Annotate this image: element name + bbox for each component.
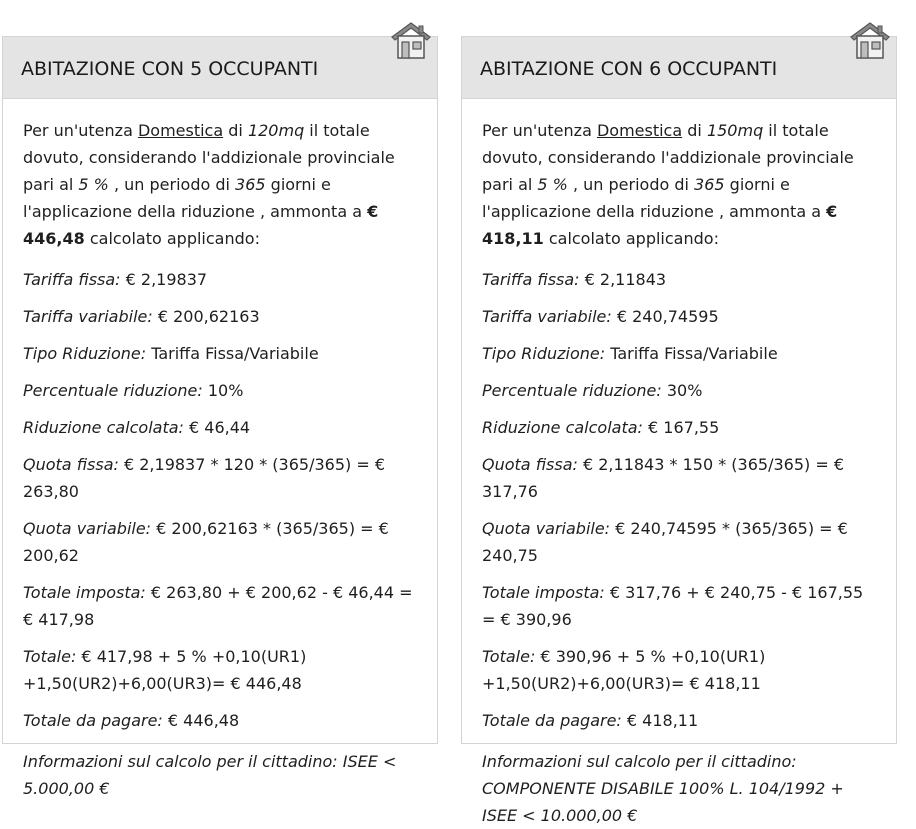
info-cittadino: Informazioni sul calcolo per il cittadino: ISEE < 5.000,00 € [23,752,397,798]
card-body [462,99,896,829]
row-tariffa-variabile: Tariffa variabile: € 200,62163 [23,307,260,326]
card-5-occupanti [2,36,438,798]
row-percentuale-riduzione: Percentuale riduzione: 30% [482,381,703,400]
totale-dovuto: € 446,48 [23,202,379,248]
row-riduzione-calcolata: Riduzione calcolata: € 167,55 [482,418,720,437]
card-title: ABITAZIONE CON 5 OCCUPANTI [21,58,319,80]
row-totale-imposta: Totale imposta: € 263,80 + € 200,62 - € 46,44 = € 417,98 [23,583,413,629]
card-body [3,99,437,802]
info-cittadino: Informazioni sul calcolo per il cittadino: COMPONENTE DISABILE 100% L. 104/1992 + ISEE < 10.000,00 € [482,752,844,825]
card-6-occupanti [461,36,897,825]
row-totale: Totale: € 390,96 + 5 % +0,10(UR1) +1,50(UR2)+6,00(UR3)= € 418,11 [482,647,766,693]
row-tipo-riduzione: Tipo Riduzione: Tariffa Fissa/Variabile [482,344,778,363]
utenza-link: Domestica [596,121,683,140]
utenza-link: Domestica [137,121,224,140]
row-totale-da-pagare: Totale da pagare: € 418,11 [482,711,699,730]
house-icon [389,19,433,61]
row-totale-da-pagare: Totale da pagare: € 446,48 [23,711,240,730]
totale-dovuto: € 418,11 [482,202,838,248]
row-riduzione-calcolata: Riduzione calcolata: € 46,44 [23,418,251,437]
row-tipo-riduzione: Tipo Riduzione: Tariffa Fissa/Variabile [23,344,319,363]
row-totale: Totale: € 417,98 + 5 % +0,10(UR1) +1,50(UR2)+6,00(UR3)= € 446,48 [23,647,307,693]
row-quota-fissa: Quota fissa: € 2,19837 * 120 * (365/365) = € 263,80 [23,455,385,501]
row-tariffa-variabile: Tariffa variabile: € 240,74595 [482,307,719,326]
row-quota-fissa: Quota fissa: € 2,11843 * 150 * (365/365) = € 317,76 [482,455,844,501]
row-quota-variabile: Quota variabile: € 200,62163 * (365/365) = € 200,62 [23,519,389,565]
row-quota-variabile: Quota variabile: € 240,74595 * (365/365) = € 240,75 [482,519,848,565]
row-totale-imposta: Totale imposta: € 317,76 + € 240,75 - € 167,55 = € 390,96 [482,583,864,629]
intro-text: Per un'utenza Domestica di 150mq il totale dovuto, considerando l'addizionale provinciale pari al 5 % , un periodo di 365 giorni e l'applicazione della riduzione , ammonta a € 418,11 calcolato applicando: [482,121,854,248]
row-tariffa-fissa: Tariffa fissa: € 2,11843 [482,270,667,289]
card-title: ABITAZIONE CON 6 OCCUPANTI [480,58,778,80]
intro-text: Per un'utenza Domestica di 120mq il totale dovuto, considerando l'addizionale provinciale pari al 5 % , un periodo di 365 giorni e l'applicazione della riduzione , ammonta a € 446,48 calcolato applicando: [23,121,395,248]
row-tariffa-fissa: Tariffa fissa: € 2,19837 [23,270,208,289]
card-header [462,37,896,99]
card-header [3,37,437,99]
row-percentuale-riduzione: Percentuale riduzione: 10% [23,381,244,400]
house-icon [848,19,892,61]
